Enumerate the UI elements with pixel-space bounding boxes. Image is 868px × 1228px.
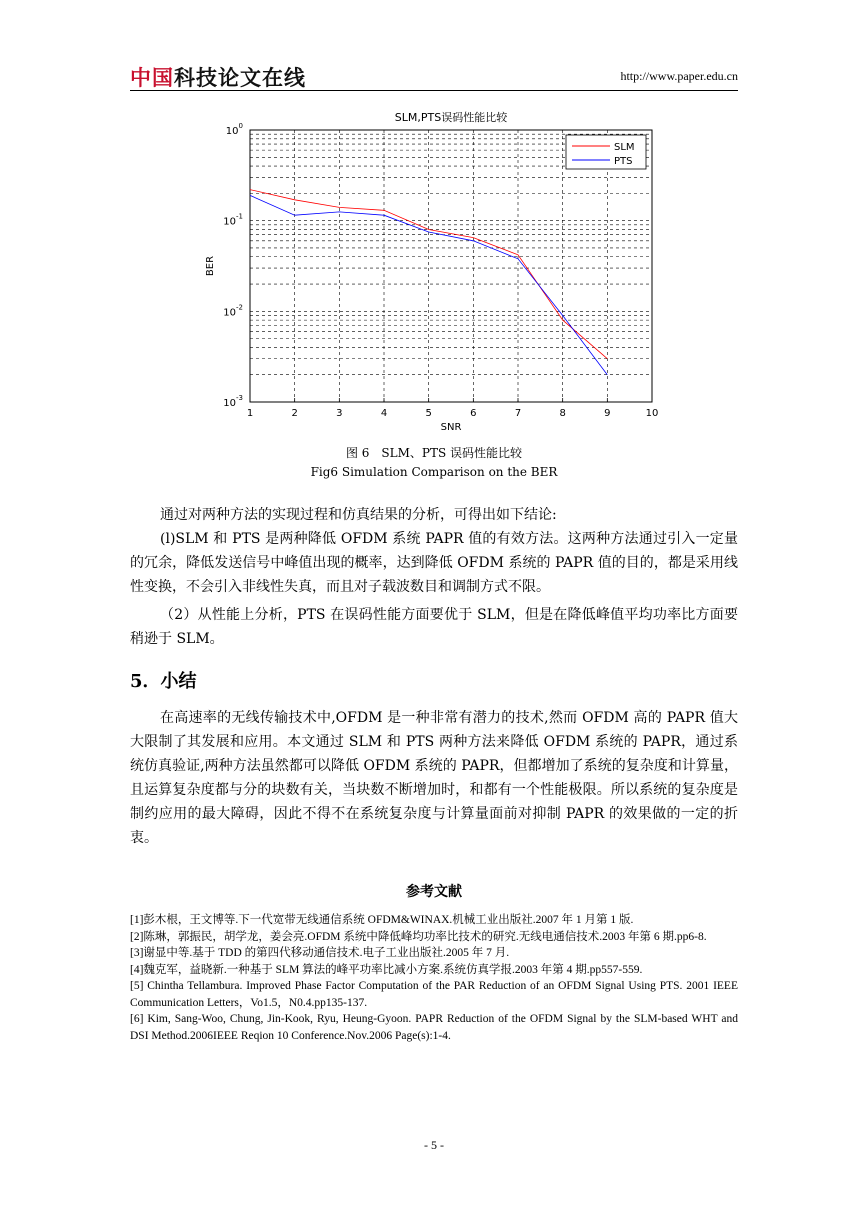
x-tick-label: 6 — [470, 408, 477, 419]
reference-item: [1]彭木根，王文博等.下一代宽带无线通信系统 OFDM&WINAX.机械工业出版社.2007 年 1 月第 1 版. — [130, 914, 634, 926]
reference-item: [6] Kim, Sang-Woo, Chung, Jin-Kook, Ryu, Heung-Gyoon. PAPR Reduction of the OFDM Signal by the SLM-based WHT and DSI Method.2006IEEE Reqion 10 Conference.Nov.2006 Page(s):1-4. — [130, 1013, 738, 1042]
references-title: 参考文献 — [406, 884, 462, 900]
y-tick-label: $10^{-1}$ — [223, 212, 243, 228]
conclusion-point-2: （2）从性能上分析，PTS 在误码性能方面要优于 SLM，但是在降低峰值平均功率比方面要稍逊于 SLM。 — [130, 607, 738, 647]
x-tick-label: 3 — [336, 408, 343, 419]
ber-chart — [195, 105, 675, 435]
reference-list — [130, 912, 738, 1044]
conclusion-intro: 通过对两种方法的实现过程和仿真结果的分析，可得出如下结论: — [160, 507, 557, 523]
y-tick-label: $10^{-3}$ — [223, 394, 243, 409]
reference-item: [4]魏克军，益晓新.一种基于 SLM 算法的峰平功率比减小方案.系统仿真学报.2003 年第 4 期.pp557-559. — [130, 963, 643, 976]
summary-paragraph: 在高速率的无线传输技术中,OFDM 是一种非常有潜力的技术,然而 OFDM 高的 PAPR 值大大限制了其发展和应用。本文通过 SLM 和 PTS 两种方法来降低 OFDM 系统的 PAPR，通过系统仿真验证,两种方法虽然都可以降低 OFDM 系统的 PAPR，但都增加了系统的复杂度和计算量，且运算复杂度都与分的块数有关，当块数不断增加时，和都有一个性能极限。所以系统的复杂度是制约应用的最大障碍，因此不得不在系统复杂度与计算量面前对抑制 PAPR 的效果做的一定的折衷。 — [130, 710, 738, 846]
page-number: - 5 - — [424, 1138, 444, 1152]
x-tick-label: 2 — [291, 408, 298, 419]
reference-item: [2]陈琳，郭振民，胡学龙，姜会亮.OFDM 系统中降低峰均功率比技术的研究.无线电通信技术.2003 年第 6 期.pp6-8. — [130, 930, 707, 943]
figure-caption-en: Fig6 Simulation Comparison on the BER — [310, 465, 558, 479]
legend-label: SLM — [614, 142, 635, 153]
plot-frame — [250, 130, 652, 402]
chart-title: SLM,PTS误码性能比较 — [394, 111, 508, 124]
x-tick-label: 7 — [514, 408, 522, 419]
reference-item: [5] Chintha Tellambura. Improved Phase Factor Computation of the PAR Reduction of an OFDM Signal Using PTS. 2001 IEEE Communication Letters，Vo1.5，N0.4.pp135-137. — [130, 980, 738, 1009]
x-axis-label: SNR — [440, 422, 462, 433]
page-header — [130, 60, 738, 91]
header-url: http://www.paper.edu.cn — [620, 69, 738, 83]
figure-caption-cn: 图 6 SLM、PTS 误码性能比较 — [345, 446, 523, 460]
y-axis-label: BER — [205, 255, 216, 277]
y-tick-label: $10^{-2}$ — [223, 303, 243, 319]
x-tick-label: 4 — [380, 408, 388, 419]
x-tick-label: 10 — [645, 408, 659, 419]
x-tick-label: 8 — [559, 408, 566, 419]
y-tick-label: $10^0$ — [225, 122, 243, 137]
conclusion-point-1: (l)SLM 和 PTS 是两种降低 OFDM 系统 PAPR 值的有效方法。这两种方法通过引入一定量的冗余，降低发送信号中峰值出现的概率，达到降低 OFDM 系统的 PAPR 值的目的，都是采用线性变换，不会引入非线性失真，而且对子载波数目和调制方式不限。 — [130, 531, 738, 595]
x-tick-label: 5 — [425, 408, 432, 419]
site-logo: 中国科技论文在线 — [130, 66, 306, 90]
x-tick-label: 9 — [604, 408, 611, 419]
x-tick-label: 1 — [246, 408, 254, 419]
section-title: 5．小结 — [130, 671, 197, 692]
legend-label: PTS — [614, 156, 633, 167]
reference-item: [3]谢显中等.基于 TDD 的第四代移动通信技术.电子工业出版社.2005 年 7 月. — [130, 947, 510, 959]
